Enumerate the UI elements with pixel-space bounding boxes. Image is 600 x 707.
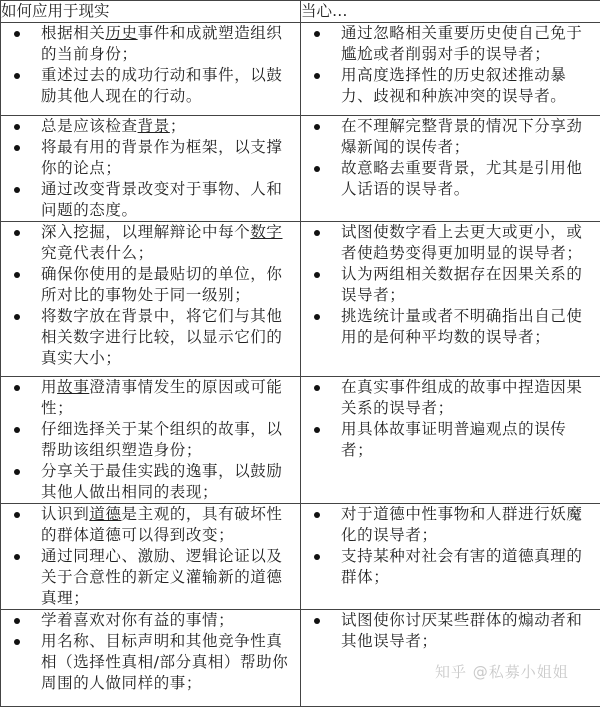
list-item: 用具体故事证明普遍观点的误传者； — [301, 419, 600, 461]
list-item: 认为两组相关数据存在因果关系的误导者； — [301, 264, 600, 306]
apply-cell — [1, 610, 301, 707]
list-item: 试图使数字看上去更大或更小，或者使趋势变得更加明显的误导者； — [301, 222, 600, 264]
list-item: 故意略去重要背景，尤其是引用他人话语的误导者。 — [301, 158, 600, 200]
table-row-morals — [1, 504, 600, 610]
list-item: 支持某种对社会有害的道德真理的群体； — [301, 546, 600, 588]
list-item: 分享关于最佳实践的逸事，以鼓励其他人做出相同的表现； — [1, 461, 300, 503]
list-item: 根据相关历史事件和成就塑造组织的当前身份； — [1, 23, 300, 65]
list-item: 通过忽略相关重要历史使自己免于尴尬或者削弱对手的误导者； — [301, 23, 600, 65]
table-row-context — [1, 116, 600, 222]
key-term: 背景 — [138, 117, 170, 135]
key-term: 数字 — [250, 223, 282, 241]
list-item: 认识到道德是主观的，具有破坏性的群体道德可以得到改变； — [1, 504, 300, 546]
list-item: 在不理解完整背景的情况下分享劲爆新闻的误传者； — [301, 116, 600, 158]
list-item: 通过同理心、激励、逻辑论证以及关于合意性的新定义灌输新的道德真理； — [1, 546, 300, 609]
list-item: 通过改变背景改变对于事物、人和问题的态度。 — [1, 179, 300, 221]
list-item: 用故事澄清事情发生的原因或可能性； — [1, 377, 300, 419]
header-beware: 当心… — [301, 1, 600, 23]
key-term: 历史 — [105, 24, 137, 42]
list-item: 试图使你讨厌某些群体的煽动者和其他误导者； — [301, 610, 600, 652]
key-term: 道德 — [89, 505, 121, 523]
header-how-to-apply: 如何应用于现实 — [1, 1, 301, 23]
beware-cell — [301, 222, 600, 377]
apply-cell — [1, 116, 301, 222]
apply-cell — [1, 222, 301, 377]
list-item: 在真实事件组成的故事中捏造因果关系的误导者； — [301, 377, 600, 419]
table-row-desires — [1, 610, 600, 707]
watermark: 知乎 @私募小姐姐 — [435, 661, 569, 682]
beware-cell — [301, 23, 600, 116]
list-item: 确保你使用的是最贴切的单位，你所对比的事物处于同一级别； — [1, 264, 300, 306]
list-item: 深入挖掘，以理解辩论中每个数字究竟代表什么； — [1, 222, 300, 264]
beware-cell — [301, 504, 600, 610]
list-item: 重述过去的成功行动和事件，以鼓励其他人现在的行动。 — [1, 65, 300, 107]
list-item: 将数字放在背景中，将它们与其他相关数字进行比较，以显示它们的真实大小； — [1, 306, 300, 369]
apply-cell — [1, 377, 301, 504]
table-row-stories — [1, 377, 600, 504]
list-item: 将最有用的背景作为框架，以支撑你的论点； — [1, 137, 300, 179]
beware-cell — [301, 116, 600, 222]
table-header-row — [1, 1, 600, 23]
list-item: 用名称、目标声明和其他竞争性真相（选择性真相/部分真相）帮助你周围的人做同样的事； — [1, 631, 300, 694]
list-item: 用高度选择性的历史叙述推动暴力、歧视和种族冲突的误导者。 — [301, 65, 600, 107]
list-item: 挑选统计量或者不明确指出自己使用的是何种平均数的误导者； — [301, 306, 600, 348]
table-row-history — [1, 23, 600, 116]
list-item: 仔细选择关于某个组织的故事，以帮助该组织塑造身份； — [1, 419, 300, 461]
list-item: 学着喜欢对你有益的事情； — [1, 610, 300, 631]
table-row-numbers — [1, 222, 600, 377]
apply-cell — [1, 23, 301, 116]
apply-cell — [1, 504, 301, 610]
key-term: 故事 — [57, 378, 89, 396]
list-item: 总是应该检查背景； — [1, 116, 300, 137]
beware-cell — [301, 377, 600, 504]
list-item: 对于道德中性事物和人群进行妖魔化的误导者； — [301, 504, 600, 546]
beware-cell — [301, 610, 600, 707]
